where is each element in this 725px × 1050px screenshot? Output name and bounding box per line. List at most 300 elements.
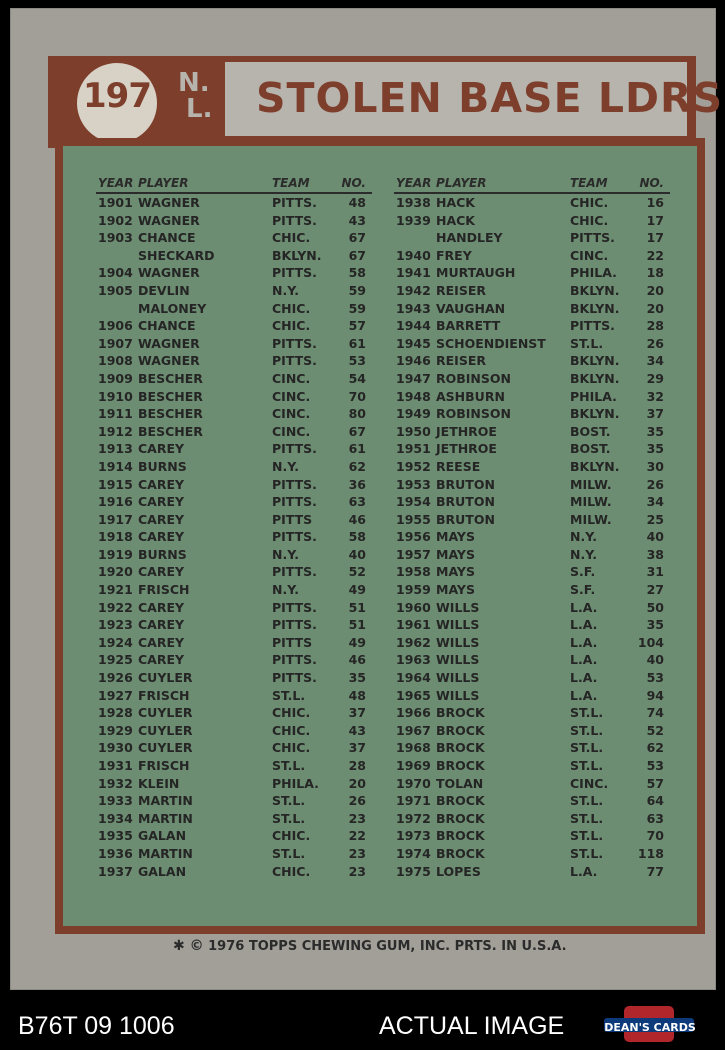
no-cell: 58 [348, 529, 366, 545]
table-row [394, 388, 670, 406]
no-cell: 74 [646, 705, 664, 721]
year-cell: 1957 [396, 546, 431, 562]
league-label-line1: N. [178, 68, 210, 98]
no-cell: 37 [646, 406, 664, 422]
table-row [96, 476, 372, 494]
no-cell: 16 [646, 195, 664, 210]
year-cell: 1965 [396, 687, 431, 703]
no-cell: 20 [348, 775, 366, 791]
table-row [394, 863, 670, 881]
player-cell: WILLS [436, 687, 480, 703]
player-cell: SHECKARD [138, 247, 215, 263]
player-cell: HACK [436, 212, 475, 228]
no-cell: 35 [348, 670, 366, 686]
team-cell: N.Y. [272, 546, 299, 562]
team-cell: PITTS. [570, 318, 615, 334]
copyright-line [173, 938, 567, 954]
player-cell: MALONEY [138, 300, 207, 316]
no-cell: 46 [348, 652, 366, 668]
player-cell: HANDLEY [436, 230, 503, 246]
player-cell: CHANCE [138, 318, 196, 334]
header-team: TEAM [570, 176, 608, 190]
table-row [394, 247, 670, 265]
team-cell: ST.L. [570, 793, 604, 809]
table-row [394, 827, 670, 845]
year-cell: 1912 [98, 423, 133, 439]
year-cell: 1922 [98, 599, 133, 615]
no-cell: 52 [348, 564, 366, 580]
no-cell: 51 [348, 599, 366, 615]
table-row [96, 827, 372, 845]
player-cell: REESE [436, 458, 481, 474]
no-cell: 35 [646, 423, 664, 439]
year-cell: 1964 [396, 670, 431, 686]
logo-text: DEAN'S CARDS [604, 1021, 696, 1034]
team-cell: PITTS. [272, 335, 317, 351]
year-cell: 1948 [396, 388, 431, 404]
team-cell: CHIC. [272, 740, 311, 756]
team-cell: PITTS. [272, 599, 317, 615]
team-cell: ST.L. [570, 335, 604, 351]
team-cell: PITTS. [272, 529, 317, 545]
table-row [394, 493, 670, 511]
year-cell: 1951 [396, 441, 431, 457]
player-cell: ROBINSON [436, 406, 511, 422]
no-cell: 20 [646, 282, 664, 298]
no-cell: 34 [646, 353, 664, 369]
table-row [96, 739, 372, 757]
year-cell: 1975 [396, 863, 431, 879]
no-cell: 70 [646, 828, 664, 844]
team-cell: L.A. [570, 634, 598, 650]
table-row [96, 335, 372, 353]
player-cell: BROCK [436, 740, 485, 756]
no-cell: 59 [348, 300, 366, 316]
year-cell: 1928 [98, 705, 133, 721]
year-cell: 1911 [98, 406, 133, 422]
team-cell: PITTS. [272, 441, 317, 457]
no-cell: 50 [646, 599, 664, 615]
table-row [394, 511, 670, 529]
star-icon: ✱ © [173, 938, 204, 954]
player-cell: WILLS [436, 617, 480, 633]
team-cell: ST.L. [272, 758, 306, 773]
player-cell: DEVLIN [138, 282, 190, 298]
team-cell: ST.L. [570, 722, 604, 738]
table-row [96, 352, 372, 370]
table-body [96, 194, 372, 880]
table-row [394, 194, 670, 212]
team-cell: L.A. [570, 687, 598, 703]
table-row [96, 792, 372, 810]
player-cell: GALAN [138, 863, 187, 879]
table-row [394, 229, 670, 247]
no-cell: 35 [646, 441, 664, 457]
no-cell: 26 [646, 476, 664, 492]
table-row [96, 458, 372, 476]
team-cell: ST.L. [272, 793, 306, 809]
stats-table-right [394, 176, 670, 880]
player-cell: ASHBURN [436, 388, 505, 404]
player-cell: BRUTON [436, 494, 495, 510]
table-row [96, 687, 372, 705]
table-row [394, 563, 670, 581]
team-cell: BKLYN. [570, 406, 620, 422]
table-row [394, 599, 670, 617]
year-cell: 1932 [98, 775, 133, 791]
year-cell: 1966 [396, 705, 431, 721]
table-row [96, 704, 372, 722]
team-cell: CINC. [570, 775, 609, 791]
player-cell: CUYLER [138, 670, 193, 686]
team-cell: CINC. [272, 423, 311, 439]
player-cell: BROCK [436, 828, 485, 844]
player-cell: WAGNER [138, 212, 200, 228]
table-row [96, 722, 372, 740]
table-row [394, 634, 670, 652]
player-cell: CAREY [138, 511, 185, 527]
year-cell: 1956 [396, 529, 431, 545]
year-cell: 1926 [98, 670, 133, 686]
team-cell: PITTS. [272, 353, 317, 369]
no-cell: 35 [646, 617, 664, 633]
no-cell: 40 [646, 529, 664, 545]
player-cell: CAREY [138, 494, 185, 510]
player-cell: CUYLER [138, 740, 193, 756]
no-cell: 49 [348, 634, 366, 650]
year-cell: 1909 [98, 370, 133, 386]
team-cell: PITTS. [272, 564, 317, 580]
year-cell: 1902 [98, 212, 133, 228]
no-cell: 37 [348, 705, 366, 721]
team-cell: L.A. [570, 617, 598, 633]
team-cell: PITTS. [272, 670, 317, 686]
team-cell: N.Y. [272, 282, 299, 298]
table-row [96, 440, 372, 458]
no-cell: 32 [646, 388, 664, 404]
year-cell: 1914 [98, 458, 133, 474]
player-cell: BESCHER [138, 370, 203, 386]
header-year: YEAR [98, 176, 134, 190]
team-cell: PHILA. [272, 775, 319, 791]
team-cell: ST.L. [272, 687, 306, 703]
no-cell: 48 [348, 687, 366, 703]
team-cell: BKLYN. [272, 247, 322, 263]
table-row [96, 581, 372, 599]
player-cell: BRUTON [436, 476, 495, 492]
player-cell: MARTIN [138, 845, 193, 861]
player-cell: CAREY [138, 634, 185, 650]
player-cell: CUYLER [138, 722, 193, 738]
no-cell: 30 [646, 458, 664, 474]
team-cell: ST.L. [272, 845, 306, 861]
player-cell: FREY [436, 247, 472, 263]
no-cell: 26 [348, 793, 366, 809]
year-cell: 1937 [98, 863, 133, 879]
year-cell: 1943 [396, 300, 431, 316]
player-cell: FRISCH [138, 758, 190, 773]
no-cell: 64 [646, 793, 664, 809]
team-cell: PITTS [272, 634, 313, 650]
no-cell: 104 [637, 634, 664, 650]
team-cell: BOST. [570, 423, 611, 439]
table-row [96, 212, 372, 230]
table-row [394, 440, 670, 458]
team-cell: CINC. [570, 247, 609, 263]
year-cell: 1925 [98, 652, 133, 668]
no-cell: 31 [646, 564, 664, 580]
team-cell: N.Y. [570, 529, 597, 545]
player-cell: BESCHER [138, 388, 203, 404]
player-cell: HACK [436, 195, 475, 210]
header-team: TEAM [272, 176, 310, 190]
team-cell: PHILA. [570, 265, 617, 281]
team-cell: ST.L. [570, 845, 604, 861]
team-cell: PITTS. [272, 195, 317, 210]
table-row [394, 757, 670, 775]
table-row [96, 247, 372, 265]
player-cell: BURNS [138, 458, 187, 474]
year-cell: 1942 [396, 282, 431, 298]
no-cell: 63 [348, 494, 366, 510]
team-cell: CHIC. [272, 863, 311, 879]
team-cell: ST.L. [570, 740, 604, 756]
table-row [394, 775, 670, 793]
year-cell: 1904 [98, 265, 133, 281]
table-row [96, 194, 372, 212]
team-cell: N.Y. [272, 582, 299, 598]
table-row [96, 810, 372, 828]
no-cell: 20 [646, 300, 664, 316]
year-cell: 1916 [98, 494, 133, 510]
player-cell: WILLS [436, 599, 480, 615]
year-cell: 1941 [396, 265, 431, 281]
player-cell: WAGNER [138, 265, 200, 281]
no-cell: 54 [348, 370, 366, 386]
year-cell: 1923 [98, 617, 133, 633]
year-cell: 1947 [396, 370, 431, 386]
no-cell: 53 [348, 353, 366, 369]
no-cell: 67 [348, 423, 366, 439]
no-cell: 27 [646, 582, 664, 598]
no-cell: 77 [646, 863, 664, 879]
no-cell: 52 [646, 722, 664, 738]
no-cell: 51 [348, 617, 366, 633]
team-cell: CHIC. [272, 300, 311, 316]
table-row [96, 546, 372, 564]
table-row [394, 792, 670, 810]
no-cell: 43 [348, 212, 366, 228]
no-cell: 38 [646, 546, 664, 562]
table-row [96, 775, 372, 793]
year-cell: 1915 [98, 476, 133, 492]
no-cell: 28 [348, 758, 366, 773]
no-cell: 43 [348, 722, 366, 738]
league-label [178, 70, 212, 122]
team-cell: PITTS. [272, 476, 317, 492]
player-cell: WAGNER [138, 353, 200, 369]
no-cell: 49 [348, 582, 366, 598]
team-cell: ST.L. [570, 828, 604, 844]
no-cell: 58 [348, 265, 366, 281]
team-cell: CHIC. [272, 722, 311, 738]
team-cell: BOST. [570, 441, 611, 457]
no-cell: 63 [646, 810, 664, 826]
team-cell: N.Y. [272, 458, 299, 474]
year-cell: 1945 [396, 335, 431, 351]
year-cell: 1967 [396, 722, 431, 738]
team-cell: PITTS. [272, 617, 317, 633]
header-year: YEAR [396, 176, 432, 190]
year-cell: 1918 [98, 529, 133, 545]
table-row [394, 300, 670, 318]
team-cell: CHIC. [272, 705, 311, 721]
player-cell: BROCK [436, 722, 485, 738]
player-cell: GALAN [138, 828, 187, 844]
no-cell: 62 [348, 458, 366, 474]
year-cell: 1968 [396, 740, 431, 756]
year-cell: 1907 [98, 335, 133, 351]
player-cell: SCHOENDIENST [436, 335, 546, 351]
table-row [96, 388, 372, 406]
header-player: PLAYER [138, 176, 189, 190]
no-cell: 67 [348, 247, 366, 263]
player-cell: WILLS [436, 670, 480, 686]
team-cell: BKLYN. [570, 353, 620, 369]
card-title: STOLEN BASE LDRS [256, 74, 724, 122]
team-cell: CHIC. [570, 212, 609, 228]
player-cell: FRISCH [138, 687, 190, 703]
year-cell: 1955 [396, 511, 431, 527]
inventory-id: B76T 09 1006 [18, 1012, 175, 1040]
table-row [394, 546, 670, 564]
team-cell: PITTS. [272, 494, 317, 510]
team-cell: CHIC. [272, 828, 311, 844]
no-cell: 17 [646, 230, 664, 246]
year-cell: 1958 [396, 564, 431, 580]
year-cell: 1949 [396, 406, 431, 422]
team-cell: PITTS [272, 511, 313, 527]
no-cell: 25 [646, 511, 664, 527]
table-row [394, 405, 670, 423]
year-cell: 1908 [98, 353, 133, 369]
table-row [394, 335, 670, 353]
team-cell: L.A. [570, 652, 598, 668]
year-cell: 1963 [396, 652, 431, 668]
team-cell: BKLYN. [570, 300, 620, 316]
year-cell: 1972 [396, 810, 431, 826]
table-row [96, 264, 372, 282]
year-cell: 1960 [396, 599, 431, 615]
table-row [96, 423, 372, 441]
no-cell: 29 [646, 370, 664, 386]
player-cell: ROBINSON [436, 370, 511, 386]
player-cell: MARTIN [138, 793, 193, 809]
player-cell: CUYLER [138, 705, 193, 721]
year-cell: 1910 [98, 388, 133, 404]
no-cell: 18 [646, 265, 664, 281]
table-header [394, 176, 670, 194]
team-cell: CHIC. [272, 318, 311, 334]
year-cell: 1920 [98, 564, 133, 580]
year-cell: 1954 [396, 494, 431, 510]
year-cell: 1927 [98, 687, 133, 703]
team-cell: L.A. [570, 863, 598, 879]
team-cell: N.Y. [570, 546, 597, 562]
table-row [96, 563, 372, 581]
no-cell: 53 [646, 758, 664, 773]
player-cell: MAYS [436, 564, 475, 580]
year-cell: 1970 [396, 775, 431, 791]
no-cell: 22 [646, 247, 664, 263]
no-cell: 17 [646, 212, 664, 228]
table-row [96, 863, 372, 881]
table-row [394, 704, 670, 722]
table-row [394, 739, 670, 757]
copyright-text: 1976 TOPPS CHEWING GUM, INC. PRTS. IN U.S.A. [208, 939, 567, 954]
team-cell: BKLYN. [570, 282, 620, 298]
player-cell: BROCK [436, 758, 485, 773]
year-cell: 1969 [396, 758, 431, 773]
table-row [96, 669, 372, 687]
no-cell: 40 [348, 546, 366, 562]
year-cell: 1934 [98, 810, 133, 826]
player-cell: CAREY [138, 599, 185, 615]
no-cell: 80 [348, 406, 366, 422]
team-cell: CHIC. [570, 195, 609, 210]
no-cell: 67 [348, 230, 366, 246]
player-cell: BARRETT [436, 318, 501, 334]
no-cell: 28 [646, 318, 664, 334]
year-cell: 1946 [396, 353, 431, 369]
table-row [96, 634, 372, 652]
table-row [96, 282, 372, 300]
year-cell: 1924 [98, 634, 133, 650]
player-cell: BROCK [436, 793, 485, 809]
table-row [394, 212, 670, 230]
player-cell: MURTAUGH [436, 265, 516, 281]
table-header [96, 176, 372, 194]
year-cell: 1919 [98, 546, 133, 562]
player-cell: CAREY [138, 476, 185, 492]
table-row [394, 687, 670, 705]
team-cell: PITTS. [570, 230, 615, 246]
year-cell: 1938 [396, 195, 431, 210]
player-cell: MARTIN [138, 810, 193, 826]
no-cell: 94 [646, 687, 664, 703]
table-row [394, 722, 670, 740]
year-cell: 1939 [396, 212, 431, 228]
no-cell: 23 [348, 810, 366, 826]
table-row [96, 651, 372, 669]
table-row [394, 651, 670, 669]
player-cell: VAUGHAN [436, 300, 506, 316]
no-cell: 61 [348, 335, 366, 351]
year-cell: 1962 [396, 634, 431, 650]
no-cell: 118 [637, 845, 664, 861]
year-cell: 1936 [98, 845, 133, 861]
player-cell: CAREY [138, 529, 185, 545]
team-cell: PITTS. [272, 265, 317, 281]
no-cell: 46 [348, 511, 366, 527]
year-cell: 1917 [98, 511, 133, 527]
table-row [96, 493, 372, 511]
actual-image-label: ACTUAL IMAGE [379, 1012, 565, 1040]
year-cell: 1971 [396, 793, 431, 809]
year-cell: 1905 [98, 282, 133, 298]
table-row [394, 845, 670, 863]
league-label-line2: L. [186, 94, 213, 124]
